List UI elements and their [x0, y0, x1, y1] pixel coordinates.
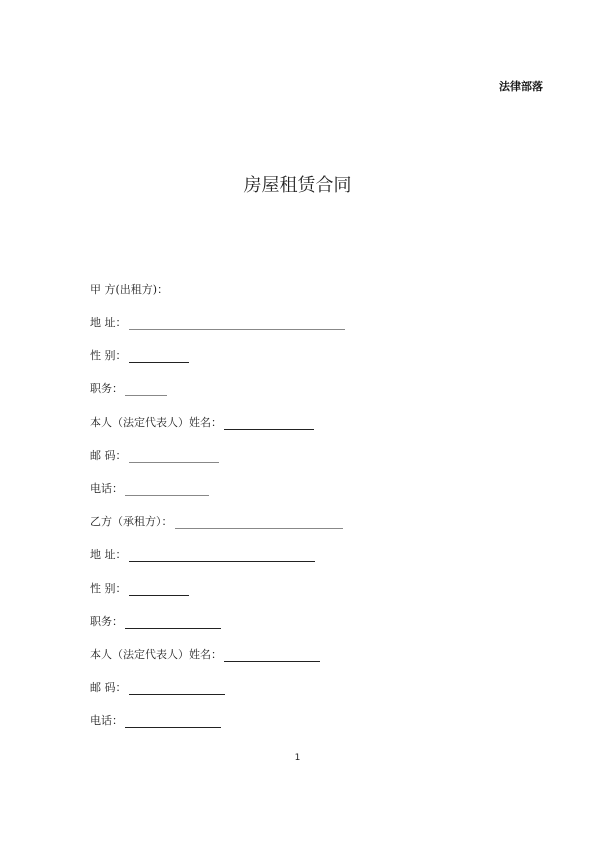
- page-number: 1: [294, 753, 301, 763]
- party-a-heading: [90, 283, 168, 297]
- party-a-gender-label: 性 别：: [90, 349, 127, 362]
- party-b-position-blank[interactable]: [125, 616, 221, 629]
- brand-label: 法律部落: [499, 80, 543, 93]
- party-b-postcode-row: [90, 681, 225, 695]
- party-b-address-label: 地 址：: [90, 548, 127, 561]
- party-a-position-blank[interactable]: [125, 383, 167, 396]
- party-a-address-label: 地 址：: [90, 316, 127, 329]
- party-a-postcode-label: 邮 码：: [90, 449, 127, 462]
- party-b-address-blank[interactable]: [129, 549, 315, 562]
- party-a-address-blank[interactable]: [129, 317, 345, 330]
- party-b-postcode-label: 邮 码：: [90, 681, 127, 694]
- party-a-gender-blank[interactable]: [129, 350, 189, 363]
- party-a-heading-label: 甲 方(出租方)：: [90, 283, 169, 296]
- party-a-phone-row: [90, 482, 209, 496]
- party-b-postcode-blank[interactable]: [129, 682, 225, 695]
- party-b-gender-label: 性 别：: [90, 582, 127, 595]
- document-title: 房屋租赁合同: [243, 175, 352, 196]
- party-a-address-row: [90, 316, 345, 330]
- party-b-position-label: 职务：: [90, 615, 123, 628]
- party-b-address-row: [90, 548, 315, 562]
- party-b-gender-blank[interactable]: [129, 583, 189, 596]
- party-a-name-row: [90, 416, 314, 430]
- party-b-phone-label: 电话：: [90, 714, 123, 727]
- party-b-representative-blank[interactable]: [224, 649, 320, 662]
- party-b-name-label: 本人（法定代表人）姓名：: [90, 648, 222, 661]
- party-a-phone-blank[interactable]: [125, 483, 209, 496]
- party-a-phone-label: 电话：: [90, 482, 123, 495]
- party-b-phone-row: [90, 714, 221, 728]
- party-a-postcode-row: [90, 449, 219, 463]
- party-a-name-label: 本人（法定代表人）姓名：: [90, 416, 222, 429]
- party-a-gender-row: [90, 349, 189, 363]
- party-a-name-blank[interactable]: [224, 417, 314, 430]
- party-a-postcode-blank[interactable]: [129, 450, 219, 463]
- party-b-phone-blank[interactable]: [125, 715, 221, 728]
- party-b-name-row: [90, 648, 320, 662]
- party-b-heading-label: 乙方（承租方）：: [90, 515, 173, 528]
- party-b-position-row: [90, 615, 221, 629]
- party-a-position-label: 职务：: [90, 382, 123, 395]
- party-a-position-row: [90, 382, 167, 396]
- party-b-gender-row: [90, 582, 189, 596]
- party-b-heading: [90, 515, 343, 529]
- party-b-name-blank[interactable]: [175, 516, 343, 529]
